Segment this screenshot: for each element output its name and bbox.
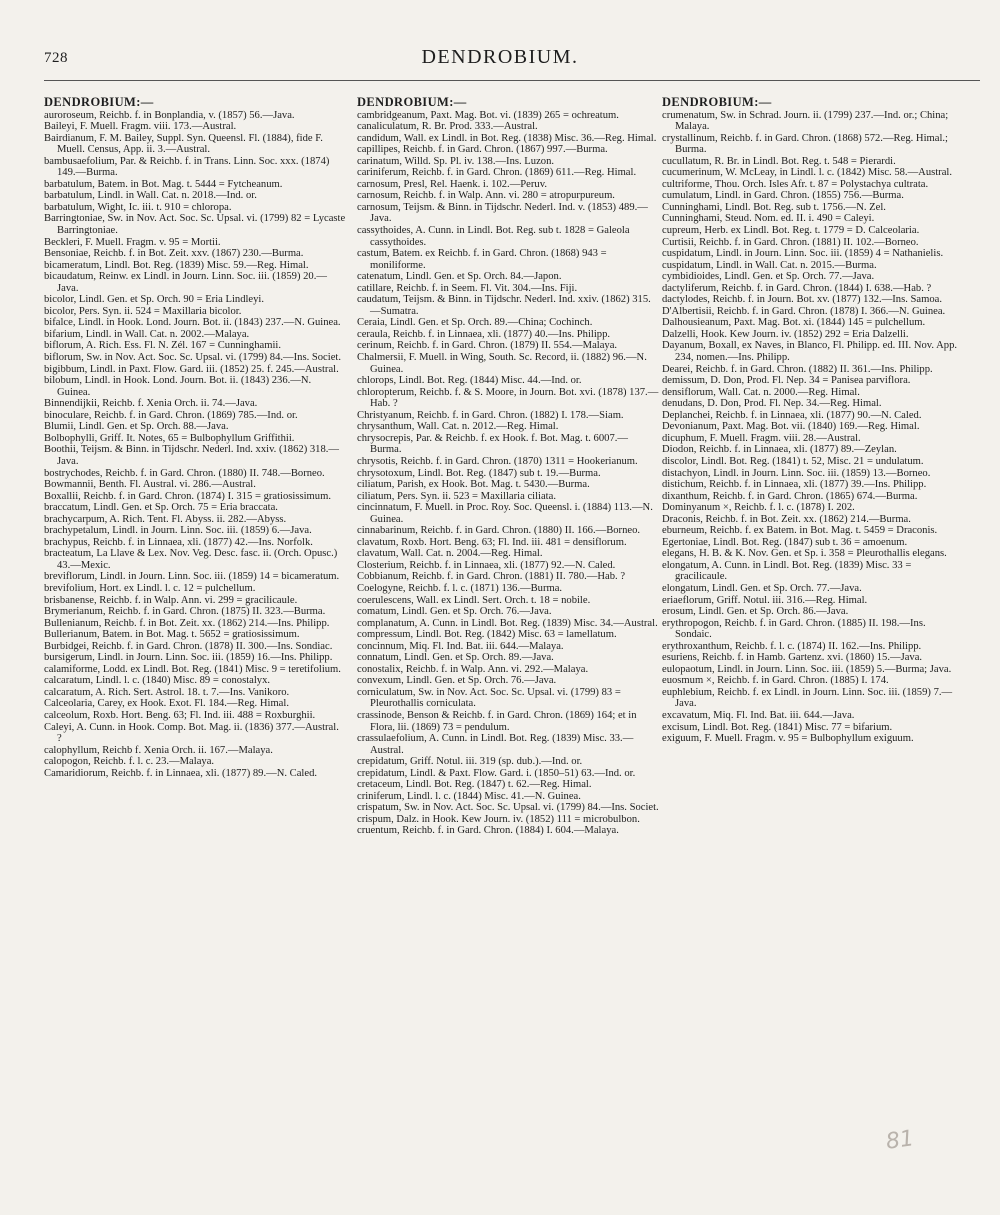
entry: ceraula, Reichb. f. in Linnaea, xli. (1877) 40.—Ins. Philipp. (357, 328, 611, 340)
entry: erythropogon, Reichb. f. in Gard. Chron. (1885) II. 198.—Ins. Sondaic. (662, 617, 926, 641)
entry: capillipes, Reichb. f. in Gard. Chron. (1867) 997.—Burma. (357, 144, 608, 156)
entry: barbatulum, Lindl. in Wall. Cat. n. 2018.—Ind. or. (44, 190, 257, 202)
entry: eriaeflorum, Griff. Notul. iii. 316.—Reg. Himal. (662, 594, 868, 606)
entry: dactyliferum, Reichb. f. in Gard. Chron. (1844) I. 638.—Hab. ? (662, 282, 932, 294)
entry: calamiforme, Lodd. ex Lindl. Bot. Reg. (1841) Misc. 9 = teretifolium. (44, 663, 341, 675)
entry: crispum, Dalz. in Hook. Kew Journ. iv. (1852) 111 = microbulbon. (357, 813, 640, 825)
entry: Bensoniae, Reichb. f. in Bot. Zeit. xxv. (1867) 230.—Burma. (44, 248, 304, 260)
entry: ciliatum, Parish, ex Hook. Bot. Mag. t. 5430.—Burma. (357, 479, 590, 491)
entry: Calceolaria, Carey, ex Hook. Exot. Fl. 184.—Reg. Himal. (44, 698, 289, 710)
entry: calcaratum, A. Rich. Sert. Astrol. 18. t. 7.—Ins. Vanikoro. (44, 686, 290, 698)
entry: cassythoides, A. Cunn. in Lindl. Bot. Reg. sub t. 1828 = Galeola cassythoides. (357, 225, 630, 248)
entry: corniculatum, Sw. in Nov. Act. Soc. Sc. Upsal. vi. (1799) 83 = Pleurothallis corniculata. (357, 686, 621, 710)
entry: brevifolium, Hort. ex Lindl. l. c. 12 = pulchellum. (44, 582, 256, 594)
entry: Ceraia, Lindl. Gen. et Sp. Orch. 89.—China; Cochinch. (357, 317, 593, 329)
header-rule (44, 80, 980, 81)
entry: Dalzelli, Hook. Kew Journ. iv. (1852) 292 = Eria Dalzelli. (662, 328, 909, 340)
entry: elegans, H. B. & K. Nov. Gen. et Sp. i. 358 = Pleurothallis elegans. (662, 548, 947, 560)
entry-list (662, 110, 964, 745)
entry: Draconis, Reichb. f. in Bot. Zeit. xx. (1862) 214.—Burma. (662, 513, 911, 525)
column-2 (357, 97, 659, 837)
entry: chrysotis, Reichb. f. in Gard. Chron. (1870) 1311 = Hookerianum. (357, 455, 638, 467)
entry: Caleyi, A. Cunn. in Hook. Comp. Bot. Mag. ii. (1836) 377.—Austral. ? (44, 721, 339, 745)
entry: cultriforme, Thou. Orch. Isles Afr. t. 87 = Polystachya cultrata. (662, 178, 929, 190)
entry: erythroxanthum, Reichb. f. l. c. (1874) II. 162.—Ins. Philipp. (662, 640, 922, 652)
entry: canaliculatum, R. Br. Prod. 333.—Austral. (357, 121, 538, 133)
running-head: DENDROBIUM. (421, 46, 579, 68)
entry: cincinnatum, F. Muell. in Proc. Roy. Soc. Queensl. i. (1884) 113.—N. Guinea. (357, 502, 653, 525)
entry: Closterium, Reichb. f. in Linnaea, xli. (1877) 92.—N. Caled. (357, 559, 616, 571)
entry: elongatum, A. Cunn. in Lindl. Bot. Reg. (1839) Misc. 33 = gracilicaule. (662, 559, 912, 583)
entry: Chalmersii, F. Muell. in Wing, South. Sc. Record, ii. (1882) 96.—N. Guinea. (357, 352, 647, 375)
entry: Christyanum, Reichb. f. in Gard. Chron. (1882) I. 178.—Siam. (357, 409, 624, 421)
entry: convexum, Lindl. Gen. et Sp. Orch. 76.—Java. (357, 675, 557, 687)
entry: crispatum, Sw. in Nov. Act. Soc. Sc. Upsal. vi. (1799) 84.—Ins. Societ. (357, 802, 659, 814)
entry: cariniferum, Reichb. f. in Gard. Chron. (1869) 611.—Reg. Himal. (357, 167, 637, 179)
entry: Curtisii, Reichb. f. in Gard. Chron. (1881) II. 102.—Borneo. (662, 236, 919, 248)
entry: Cobbianum, Reichb. f. in Gard. Chron. (1881) II. 780.—Hab. ? (357, 571, 626, 583)
entry: bifarium, Lindl. in Wall. Cat. n. 2002.—Malaya. (44, 328, 250, 340)
entry: Camaridiorum, Reichb. f. in Linnaea, xli. (1877) 89.—N. Caled. (44, 767, 318, 779)
entry: carinatum, Willd. Sp. Pl. iv. 138.—Ins. Luzon. (357, 155, 555, 167)
entry: crepidatum, Lindl. & Paxt. Flow. Gard. i. (1850–51) 63.—Ind. or. (357, 767, 636, 779)
entry: castum, Batem. ex Reichb. f. in Gard. Chron. (1868) 943 = moniliforme. (357, 248, 607, 271)
pencil-annotation: 81 (884, 1126, 916, 1155)
entry: Coelogyne, Reichb. f. l. c. (1871) 136.—Burma. (357, 582, 563, 594)
entry: Bolbophylli, Griff. It. Notes, 65 = Bulbophyllum Griffithii. (44, 432, 295, 444)
entry: Boxallii, Reichb. f. in Gard. Chron. (1874) I. 315 = gratiosissimum. (44, 490, 331, 502)
entry: euosmum ×, Reichb. f. in Gard. Chron. (1885) I. 174. (662, 675, 889, 687)
entry: Dalhousieanum, Paxt. Mag. Bot. xi. (1844) 145 = pulchellum. (662, 317, 926, 329)
entry: erosum, Lindl. Gen. et Sp. Orch. 86.—Java. (662, 606, 849, 618)
entry: dixanthum, Reichb. f. in Gard. Chron. (1865) 674.—Burma. (662, 490, 918, 502)
entry: Blumii, Lindl. Gen. et Sp. Orch. 88.—Java. (44, 421, 229, 433)
entry: compressum, Lindl. Bot. Reg. (1842) Misc. 63 = lamellatum. (357, 629, 617, 641)
entry: Baileyi, F. Muell. Fragm. viii. 173.—Austral. (44, 121, 237, 133)
entry: caudatum, Teijsm. & Binn. in Tijdschr. Nederl. Ind. xxiv. (1862) 315.—Sumatra. (357, 294, 651, 317)
entry: denudans, D. Don, Prod. Fl. Nep. 34.—Reg. Himal. (662, 398, 882, 410)
entry: Bullenianum, Reichb. f. in Bot. Zeit. xx. (1862) 214.—Ins. Philipp. (44, 617, 330, 629)
entry: catillare, Reichb. f. in Seem. Fl. Vit. 304.—Ins. Fiji. (357, 282, 578, 294)
entry: barbatulum, Wight, Ic. iii. t. 910 = chloropa. (44, 201, 232, 213)
entry: carnosum, Teijsm. & Binn. in Tijdschr. Nederl. Ind. v. (1853) 489.—Java. (357, 201, 648, 225)
entry: crystallinum, Reichb. f. in Gard. Chron. (1868) 572.—Reg. Himal.; Burma. (662, 132, 948, 156)
entry: conostalix, Reichb. f. in Walp. Ann. vi. 292.—Malaya. (357, 663, 589, 675)
column-heading: DENDROBIUM:— (357, 95, 467, 109)
entry: cambridgeanum, Paxt. Mag. Bot. vi. (1839) 265 = ochreatum. (357, 109, 619, 121)
entry: barbatulum, Batem. in Bot. Mag. t. 5444 = Fytcheanum. (44, 178, 283, 190)
entry: dicuphum, F. Muell. Fragm. viii. 28.—Austral. (662, 432, 861, 444)
entry: bambusaefolium, Par. & Reichb. f. in Trans. Linn. Soc. xxx. (1874) 149.—Burma. (44, 155, 330, 179)
entry: densiflorum, Wall. Cat. n. 2000.—Reg. Himal. (662, 386, 860, 398)
entry: concinnum, Miq. Fl. Ind. Bat. iii. 644.—Malaya. (357, 640, 564, 652)
entry: crumenatum, Sw. in Schrad. Journ. ii. (1799) 237.—Ind. or.; China; Malaya. (662, 109, 949, 133)
entry: Binnendijkii, Reichb. f. Xenia Orch. ii. 74.—Java. (44, 398, 258, 410)
entry: bursigerum, Lindl. in Journ. Linn. Soc. iii. (1859) 16.—Ins. Philipp. (44, 652, 333, 664)
entry: exiguum, F. Muell. Fragm. v. 95 = Bulbophyllum exiguum. (662, 733, 914, 745)
entry: bracteatum, La Llave & Lex. Nov. Veg. Desc. fasc. ii. (Orch. Opusc.) 43.—Mexic. (44, 548, 338, 571)
entry: Egertoniae, Lindl. Bot. Reg. (1847) sub t. 36 = amoenum. (662, 536, 908, 548)
entry: excisum, Lindl. Bot. Reg. (1841) Misc. 77 = bifarium. (662, 721, 893, 733)
entry: chrysotoxum, Lindl. Bot. Reg. (1847) sub t. 19.—Burma. (357, 467, 601, 479)
entry: cupreum, Herb. ex Lindl. Bot. Reg. t. 1779 = D. Calceolaria. (662, 225, 920, 237)
column-1 (44, 97, 346, 779)
entry: criniferum, Lindl. l. c. (1844) Misc. 41.—N. Guinea. (357, 790, 581, 802)
entry: bigibbum, Lindl. in Paxt. Flow. Gard. iii. (1852) 25. f. 245.—Austral. (44, 363, 339, 375)
column-heading: DENDROBIUM:— (662, 95, 772, 109)
entry: bicolor, Lindl. Gen. et Sp. Orch. 90 = Eria Lindleyi. (44, 294, 265, 306)
entry: comatum, Lindl. Gen. et Sp. Orch. 76.—Java. (357, 606, 552, 618)
entry: cucumerinum, W. McLeay, in Lindl. l. c. (1842) Misc. 58.—Austral. (662, 167, 952, 179)
entry: Bullerianum, Batem. in Bot. Mag. t. 5652 = gratiosissimum. (44, 629, 300, 641)
entry: carnosum, Presl, Rel. Haenk. i. 102.—Peruv. (357, 178, 547, 190)
entry: eburneum, Reichb. f. ex Batem. in Bot. Mag. t. 5459 = Draconis. (662, 525, 938, 537)
entry: biflorum, Sw. in Nov. Act. Soc. Sc. Upsal. vi. (1799) 84.—Ins. Societ. (44, 352, 341, 364)
entry: crassulaefolium, A. Cunn. in Lindl. Bot. Reg. (1839) Misc. 33.—Austral. (357, 733, 634, 756)
entry: Bairdianum, F. M. Bailey, Suppl. Syn. Queensl. Fl. (1884), fide F. Muell. Census, App. ii. 3.—Austral. (44, 132, 323, 156)
entry: auroroseum, Reichb. f. in Bonplandia, v. (1857) 56.—Java. (44, 109, 295, 121)
entry: bostrychodes, Reichb. f. in Gard. Chron. (1880) II. 748.—Borneo. (44, 467, 325, 479)
entry: bicaudatum, Reinw. ex Lindl. in Journ. Linn. Soc. iii. (1859) 20.—Java. (44, 271, 327, 294)
entry: Brymerianum, Reichb. f. in Gard. Chron. (1875) II. 323.—Burma. (44, 606, 326, 618)
entry: discolor, Lindl. Bot. Reg. (1841) t. 52, Misc. 21 = undulatum. (662, 455, 924, 467)
entry: cuspidatum, Lindl. in Journ. Linn. Soc. iii. (1859) 4 = Nathanielis. (662, 248, 944, 260)
entry: clavatum, Roxb. Hort. Beng. 63; Fl. Ind. iii. 481 = densiflorum. (357, 536, 627, 548)
entry: Boothii, Teijsm. & Binn. in Tijdschr. Nederl. Ind. xxiv. (1862) 318.—Java. (44, 444, 340, 467)
entry: cerinum, Reichb. f. in Gard. Chron. (1879) II. 554.—Malaya. (357, 340, 618, 352)
entry: brachycarpum, A. Rich. Tent. Fl. Abyss. ii. 282.—Abyss. (44, 513, 287, 525)
entry: cretaceum, Lindl. Bot. Reg. (1847) t. 62.—Reg. Himal. (357, 779, 592, 791)
entry: euphlebium, Reichb. f. ex Lindl. in Journ. Linn. Soc. iii. (1859) 7.—Java. (662, 686, 953, 710)
entry: biflorum, A. Rich. Ess. Fl. N. Zél. 167 = Cunninghamii. (44, 340, 281, 352)
entry: brachypetalum, Lindl. in Journ. Linn. Soc. iii. (1859) 6.—Java. (44, 525, 312, 537)
entry: crassinode, Benson & Reichb. f. in Gard. Chron. (1869) 164; et in Flora, lii. (1869) 73 = pendulum. (357, 709, 637, 733)
entry: candidum, Wall. ex Lindl. in Bot. Reg. (1838) Misc. 36.—Reg. Himal. (357, 132, 657, 144)
entry: cuspidatum, Lindl. in Wall. Cat. n. 2015.—Burma. (662, 259, 877, 271)
entry: connatum, Lindl. Gen. et Sp. Orch. 89.—Java. (357, 652, 554, 664)
entry: complanatum, A. Cunn. in Lindl. Bot. Reg. (1839) Misc. 34.—Austral. (357, 617, 658, 629)
entry: Cunninghami, Steud. Nom. ed. II. i. 490 = Caleyi. (662, 213, 875, 225)
entry: distichum, Reichb. f. in Linnaea, xli. (1877) 39.—Ins. Philipp. (662, 479, 927, 491)
entry: cymbidioides, Lindl. Gen. et Sp. Orch. 77.—Java. (662, 271, 875, 283)
entry: calophyllum, Reichb f. Xenia Orch. ii. 167.—Malaya. (44, 744, 273, 756)
entry: clavatum, Wall. Cat. n. 2004.—Reg. Himal. (357, 548, 543, 560)
entry: calcaratum, Lindl. l. c. (1840) Misc. 89 = conostalyx. (44, 675, 271, 687)
entry: calopogon, Reichb. f. l. c. 23.—Malaya. (44, 756, 215, 768)
entry: Beckleri, F. Muell. Fragm. v. 95 = Mortii. (44, 236, 221, 248)
entry: cucullatum, R. Br. in Lindl. Bot. Reg. t. 548 = Pierardi. (662, 155, 896, 167)
entry: coerulescens, Wall. ex Lindl. Sert. Orch. t. 18 = nobile. (357, 594, 591, 606)
entry: elongatum, Lindl. Gen. et Sp. Orch. 77.—Java. (662, 582, 862, 594)
entry: Burbidgei, Reichb. f. in Gard. Chron. (1878) II. 300.—Ins. Sondiac. (44, 640, 333, 652)
entry: Dayanum, Boxall, ex Naves, in Blanco, Fl. Philipp. ed. III. Nov. App. 234, nomen.—Ins. Philipp. (662, 340, 958, 364)
entry: catenatum, Lindl. Gen. et Sp. Orch. 84.—Japon. (357, 271, 562, 283)
entry: chrysocrepis, Par. & Reichb. f. ex Hook. f. Bot. Mag. t. 6007.—Burma. (357, 432, 628, 456)
entry: Dearei, Reichb. f. in Gard. Chron. (1882) II. 361.—Ins. Philipp. (662, 363, 933, 375)
entry: crepidatum, Griff. Notul. iii. 319 (sp. dub.).—Ind. or. (357, 756, 583, 768)
page-number: 728 (44, 50, 68, 66)
entry: cruentum, Reichb. f. in Gard. Chron. (1884) I. 604.—Malaya. (357, 825, 619, 837)
entry-list (44, 110, 346, 780)
column-heading: DENDROBIUM:— (44, 95, 154, 109)
entry: Dominyanum ×, Reichb. f. l. c. (1878) I. 202. (662, 502, 855, 514)
entry: bicolor, Pers. Syn. ii. 524 = Maxillaria bicolor. (44, 305, 242, 317)
entry: dactylodes, Reichb. f. in Journ. Bot. xv. (1877) 132.—Ins. Samoa. (662, 294, 943, 306)
entry: brachypus, Reichb. f. in Linnaea, xli. (1877) 42.—Ins. Norfolk. (44, 536, 313, 548)
entry: distachyon, Lindl. in Journ. Linn. Soc. iii. (1859) 13.—Borneo. (662, 467, 931, 479)
entry: carnosum, Reichb. f. in Walp. Ann. vi. 280 = atropurpureum. (357, 190, 615, 202)
entry: D'Albertisii, Reichb. f. in Gard. Chron. (1878) I. 366.—N. Guinea. (662, 305, 946, 317)
entry: Barringtoniae, Sw. in Nov. Act. Soc. Sc. Upsal. vi. (1799) 82 = Lycaste Barringtoniae. (44, 213, 346, 237)
entry: brisbanense, Reichb. f. in Walp. Ann. vi. 299 = gracilicaule. (44, 594, 298, 606)
entry: breviflorum, Lindl. in Journ. Linn. Soc. iii. (1859) 14 = bicameratum. (44, 571, 340, 583)
entry: Deplanchei, Reichb. f. in Linnaea, xli. (1877) 90.—N. Caled. (662, 409, 922, 421)
entry: cumulatum, Lindl. in Gard. Chron. (1855) 756.—Burma. (662, 190, 904, 202)
entry: calceolum, Roxb. Hort. Beng. 63; Fl. Ind. iii. 488 = Roxburghii. (44, 709, 316, 721)
entry: binoculare, Reichb. f. in Gard. Chron. (1869) 785.—Ind. or. (44, 409, 298, 421)
entry: eulopaotum, Lindl. in Journ. Linn. Soc. iii. (1859) 5.—Burma; Java. (662, 663, 952, 675)
entry: ciliatum, Pers. Syn. ii. 523 = Maxillaria ciliata. (357, 490, 556, 502)
entry: chrysanthum, Wall. Cat. n. 2012.—Reg. Himal. (357, 421, 559, 433)
entry: chlorops, Lindl. Bot. Reg. (1844) Misc. 44.—Ind. or. (357, 375, 582, 387)
entry: chloropterum, Reichb. f. & S. Moore, in Journ. Bot. xvi. (1878) 137.—Hab. ? (357, 386, 659, 410)
entry: bilobum, Lindl. in Hook. Lond. Journ. Bot. ii. (1843) 236.—N. Guinea. (44, 375, 312, 398)
entry: cinnabarinum, Reichb. f. in Gard. Chron. (1880) II. 166.—Borneo. (357, 525, 641, 537)
entry: braccatum, Lindl. Gen. et Sp. Orch. 75 = Eria braccata. (44, 502, 278, 514)
entry: bifalce, Lindl. in Hook. Lond. Journ. Bot. ii. (1843) 237.—N. Guinea. (44, 317, 341, 329)
entry-list (357, 110, 659, 837)
column-3 (662, 97, 964, 745)
entry: excavatum, Miq. Fl. Ind. Bat. iii. 644.—Java. (662, 709, 855, 721)
entry: Diodon, Reichb. f. in Linnaea, xli. (1877) 89.—Zeylan. (662, 444, 897, 456)
entry: Devonianum, Paxt. Mag. Bot. vii. (1840) 169.—Reg. Himal. (662, 421, 920, 433)
entry: Cunninghami, Lindl. Bot. Reg. sub t. 1756.—N. Zel. (662, 201, 886, 213)
entry: esuriens, Reichb. f. in Hamb. Gartenz. xvi. (1860) 15.—Java. (662, 652, 923, 664)
entry: bicameratum, Lindl. Bot. Reg. (1839) Misc. 59.—Reg. Himal. (44, 259, 309, 271)
entry: Bowmannii, Benth. Fl. Austral. vi. 286.—Austral. (44, 479, 256, 491)
entry: demissum, D. Don, Prod. Fl. Nep. 34 = Panisea parviflora. (662, 375, 911, 387)
